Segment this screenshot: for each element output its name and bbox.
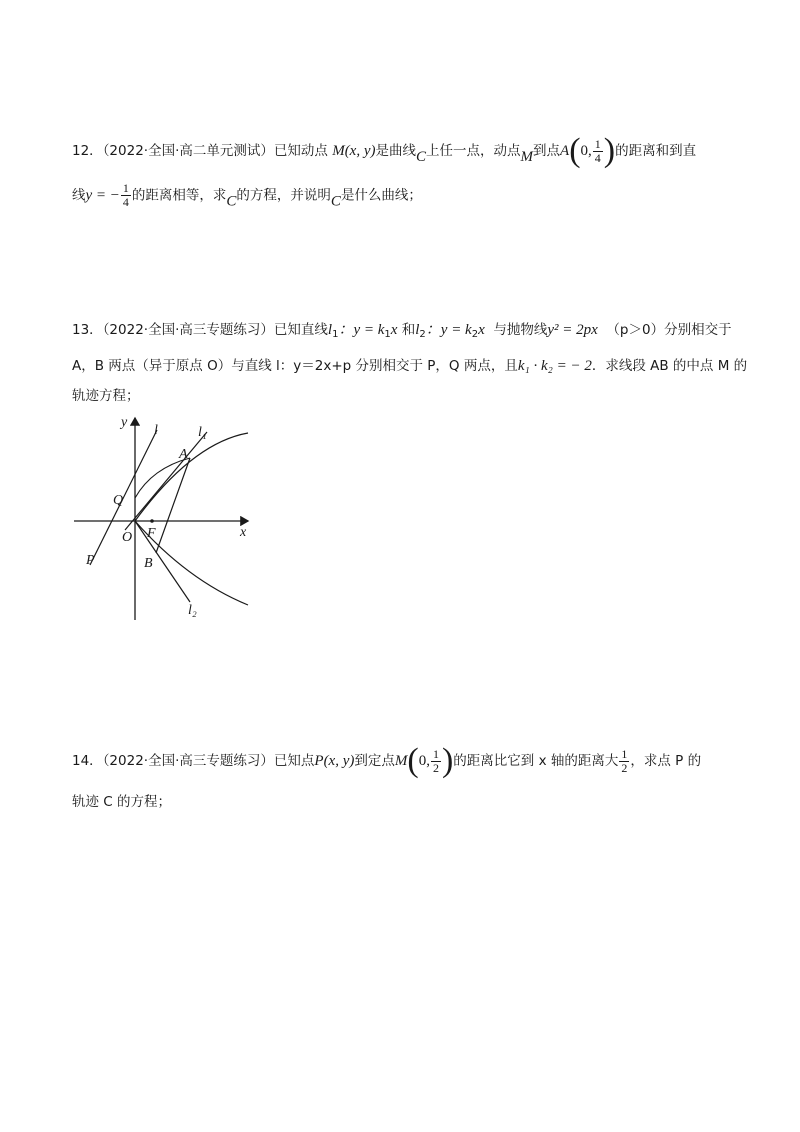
label-A: A: [179, 447, 188, 462]
problem-source: （2022·全国·高三专题练习）: [102, 753, 274, 769]
parabola-curve: [135, 433, 248, 605]
line-l1: [125, 432, 207, 530]
problem-source: （2022·全国·高三专题练习）: [102, 322, 274, 338]
label-l1: l₁: [198, 425, 207, 440]
problem-number: 13．: [72, 322, 103, 338]
problem-number: 12．: [72, 143, 103, 159]
problem-13-figure: [72, 410, 262, 629]
label-l2: l₂: [188, 603, 197, 618]
problem-source: （2022·全国·高二单元测试）: [102, 143, 274, 159]
problem-13-line-3: 轨迹方程；: [72, 388, 140, 404]
problem-number: 14．: [72, 753, 103, 769]
problem-13-line-1: 13．（2022·全国·高三专题练习）已知直线$l_1$：$y = k_1x$ 和$l_2$：$y = k_2x$ 与抛物线y² = 2px （p＞0）分别相交于: [72, 322, 732, 340]
focus-point: [150, 519, 154, 523]
label-F: F: [147, 526, 156, 541]
label-x: x: [240, 525, 247, 540]
fraction: $\frac{1}{2}$: [621, 746, 628, 775]
fraction: $\frac{1}{4}$: [594, 136, 601, 165]
label-O: O: [122, 530, 133, 545]
problem-14-line-1: 14．（2022·全国·高三专题练习）已知点P(x, y)到定点M(0, $\frac{1}{2}$ )的距离比它到 x 轴的距离大 $\frac{1}{2}$ ，求点 P 的: [72, 742, 702, 779]
arc-qa: [135, 458, 190, 498]
label-y: y: [121, 415, 128, 430]
problem-12-line-2: 线y = − $\frac{1}{4}$ 的距离相等，求C的方程，并说明C是什么曲线；: [72, 181, 422, 210]
label-P: P: [86, 553, 95, 568]
problem-14-line-2: 轨迹 C 的方程；: [72, 794, 172, 810]
fraction: $\frac{1}{2}$: [432, 746, 439, 775]
problem-12-line-1: 12．（2022·全国·高二单元测试）已知动点 M(x, y)是曲线C上任一点，动点M到点A(0, $\frac{1}{4}$ )的距离和到直: [72, 132, 697, 169]
problem-13-line-2: A，B 两点（异于原点 O）与直线 l：y＝2x+p 分别相交于 P，Q 两点，且k₁ · k₂ = − 2．求线段 AB 的中点 M 的: [72, 358, 748, 374]
fraction: $\frac{1}{4}$: [122, 181, 129, 209]
label-l: l: [154, 423, 158, 438]
label-B: B: [144, 556, 153, 571]
label-Q: Q: [113, 493, 124, 508]
parabola-diagram: [72, 410, 262, 625]
